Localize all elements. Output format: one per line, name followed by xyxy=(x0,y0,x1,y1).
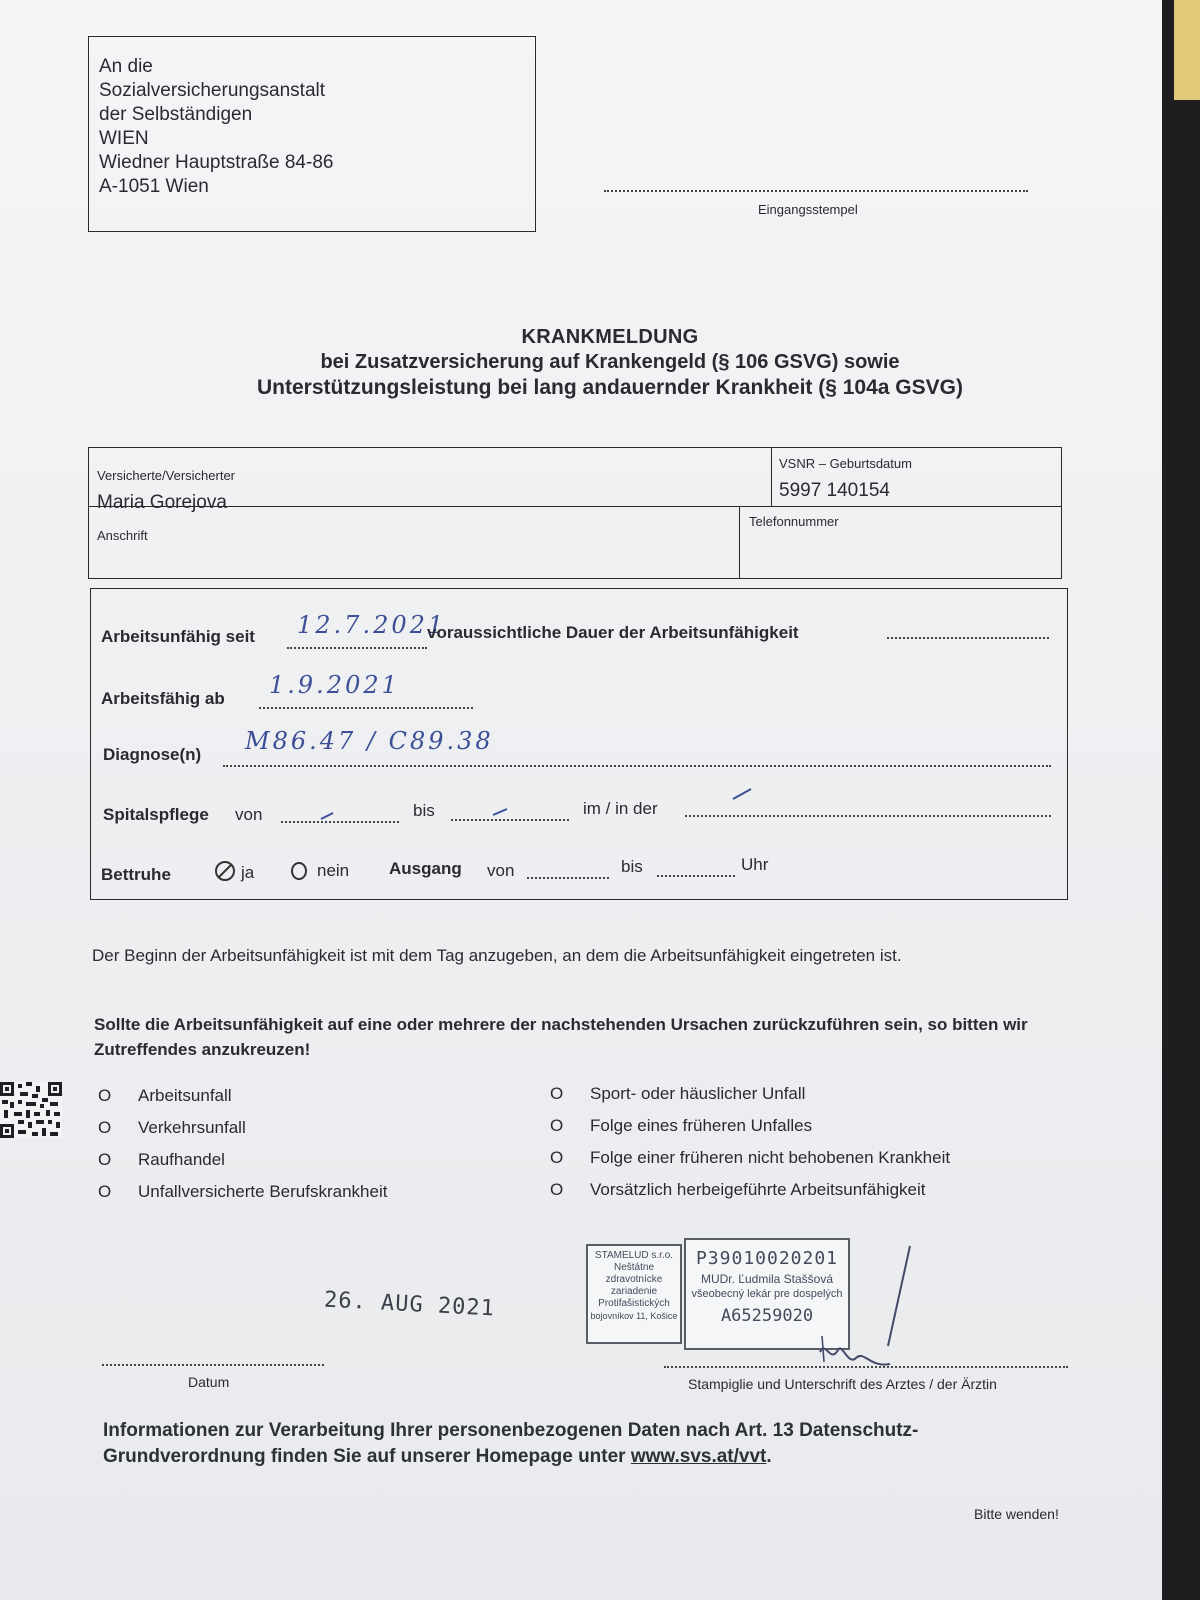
fit-from-field[interactable]: 1.9.2021 xyxy=(269,671,400,699)
address-line: Sozialversicherungsanstalt xyxy=(99,80,326,101)
unfit-since-field[interactable]: 12.7.2021 xyxy=(297,611,447,639)
cause-option-occupational-disease[interactable]: O Unfallversicherte Berufskrankheit xyxy=(98,1182,388,1201)
address-line: WIEN xyxy=(99,128,149,149)
physician-stamp: P39010020201 MUDr. Ľudmila Staššová všeobecný lekár pre dospelých A65259020 xyxy=(684,1238,850,1350)
cause-option-brawl[interactable]: O Raufhandel xyxy=(98,1150,225,1169)
insured-name-label: Versicherte/Versicherter xyxy=(97,468,236,483)
diagnosis-field[interactable]: M86.47 / C89.38 xyxy=(245,727,494,755)
form-title-line3: Unterstützungsleistung bei lang andauernder Krankheit (§ 104a GSVG) xyxy=(257,376,963,399)
signature-line xyxy=(664,1366,1068,1368)
exit-to-label: bis xyxy=(621,857,643,876)
causes-intro: Sollte die Arbeitsunfähigkeit auf eine oder mehrere der nachstehenden Ursachen zurückzuführen sein, so bitten wir Zutreffendes anzukreuzen! xyxy=(94,1015,1028,1059)
doctor-signature xyxy=(790,1240,930,1380)
exit-from-label: von xyxy=(487,861,515,880)
vsnr-label: VSNR – Geburtsdatum xyxy=(779,456,912,471)
privacy-info: Informationen zur Verarbeitung Ihrer personenbezogenen Daten nach Art. 13 Datenschutz- Grundverordnung finden Sie auf unserer Homepage unter www.svs.at/vvt. xyxy=(103,1420,919,1467)
begin-note: Der Beginn der Arbeitsunfähigkeit ist mit dem Tag anzugeben, an dem die Arbeitsunfähigkeit eingetreten ist. xyxy=(92,946,902,965)
address-line: Wiedner Hauptstraße 84-86 xyxy=(99,152,334,173)
address-line: A-1051 Wien xyxy=(99,176,209,197)
exit-from-field[interactable] xyxy=(527,877,609,879)
address-line: der Selbständigen xyxy=(99,104,253,125)
work-incapacity-box xyxy=(90,588,1068,900)
bedrest-yes-label: ja xyxy=(241,863,255,882)
exit-label: Ausgang xyxy=(389,859,462,878)
address-field[interactable] xyxy=(97,548,727,572)
background-corner xyxy=(1174,0,1200,100)
qr-code-icon xyxy=(0,1082,62,1138)
address-box xyxy=(88,36,536,232)
form-title xyxy=(120,326,1100,400)
unfit-since-label: Arbeitsunfähig seit xyxy=(101,627,255,646)
address-label: Anschrift xyxy=(97,528,148,543)
duration-label: voraussichtliche Dauer der Arbeitsunfähigkeit xyxy=(427,623,799,642)
privacy-link[interactable]: www.svs.at/vvt xyxy=(630,1446,767,1467)
form-title-line2: bei Zusatzversicherung auf Krankengeld (§ 106 GSVG) sowie xyxy=(320,351,900,373)
bedrest-label: Bettruhe xyxy=(101,865,171,884)
address-lines xyxy=(99,55,333,199)
phone-field[interactable] xyxy=(749,538,1049,562)
dash-marks xyxy=(317,805,537,825)
receipt-stamp-line xyxy=(604,190,1028,192)
form-title-main: KRANKMELDUNG xyxy=(521,326,699,348)
exit-to-field[interactable] xyxy=(657,875,735,877)
address-line: An die xyxy=(99,56,153,77)
cause-option-traffic-accident[interactable]: O Verkehrsunfall xyxy=(98,1118,246,1137)
hospital-to-label: bis xyxy=(413,801,435,820)
cause-option-intentional[interactable]: O Vorsätzlich herbeigeführte Arbeitsunfähigkeit xyxy=(550,1180,926,1199)
hospital-in-field[interactable] xyxy=(685,815,1051,817)
cause-option-earlier-illness[interactable]: O Folge einer früheren nicht behobenen Krankheit xyxy=(550,1148,951,1167)
vsnr-field[interactable]: 5997 140154 xyxy=(779,480,890,501)
cause-option-earlier-accident[interactable]: O Folge eines früheren Unfalles xyxy=(550,1116,813,1135)
insured-name-field[interactable]: Maria Gorejova xyxy=(97,492,227,513)
bedrest-no-radio[interactable] xyxy=(291,862,307,880)
fit-from-label: Arbeitsfähig ab xyxy=(101,689,225,708)
cause-option-work-accident[interactable]: O Arbeitsunfall xyxy=(98,1086,232,1105)
hospital-label: Spitalspflege xyxy=(103,805,209,824)
hospital-in-label: im / in der xyxy=(583,799,658,818)
date-stamp: 26. AUG 2021 xyxy=(323,1287,496,1322)
hour-label: Uhr xyxy=(741,855,769,874)
signature-label: Stampiglie und Unterschrift des Arztes / der Ärztin xyxy=(688,1376,997,1392)
diagnosis-label: Diagnose(n) xyxy=(103,745,202,764)
clinic-stamp: STAMELUD s.r.o. Neštátne zdravotnícke zariadenie Protifašistických bojovníkov 11, Košice xyxy=(586,1244,682,1344)
bedrest-yes-radio[interactable] xyxy=(215,861,235,881)
bedrest-no-label: nein xyxy=(317,861,350,880)
receipt-stamp-label: Eingangsstempel xyxy=(758,202,858,217)
turn-page-note: Bitte wenden! xyxy=(974,1506,1059,1522)
insured-info-box xyxy=(88,447,1062,579)
date-label: Datum xyxy=(188,1374,230,1390)
phone-label: Telefonnummer xyxy=(749,514,839,529)
background-edge xyxy=(1162,0,1200,1600)
date-line xyxy=(102,1364,324,1366)
cause-option-sport-accident[interactable]: O Sport- oder häuslicher Unfall xyxy=(550,1084,806,1103)
dash-mark xyxy=(729,785,759,805)
duration-field[interactable] xyxy=(887,637,1049,639)
hospital-from-label: von xyxy=(235,805,263,824)
